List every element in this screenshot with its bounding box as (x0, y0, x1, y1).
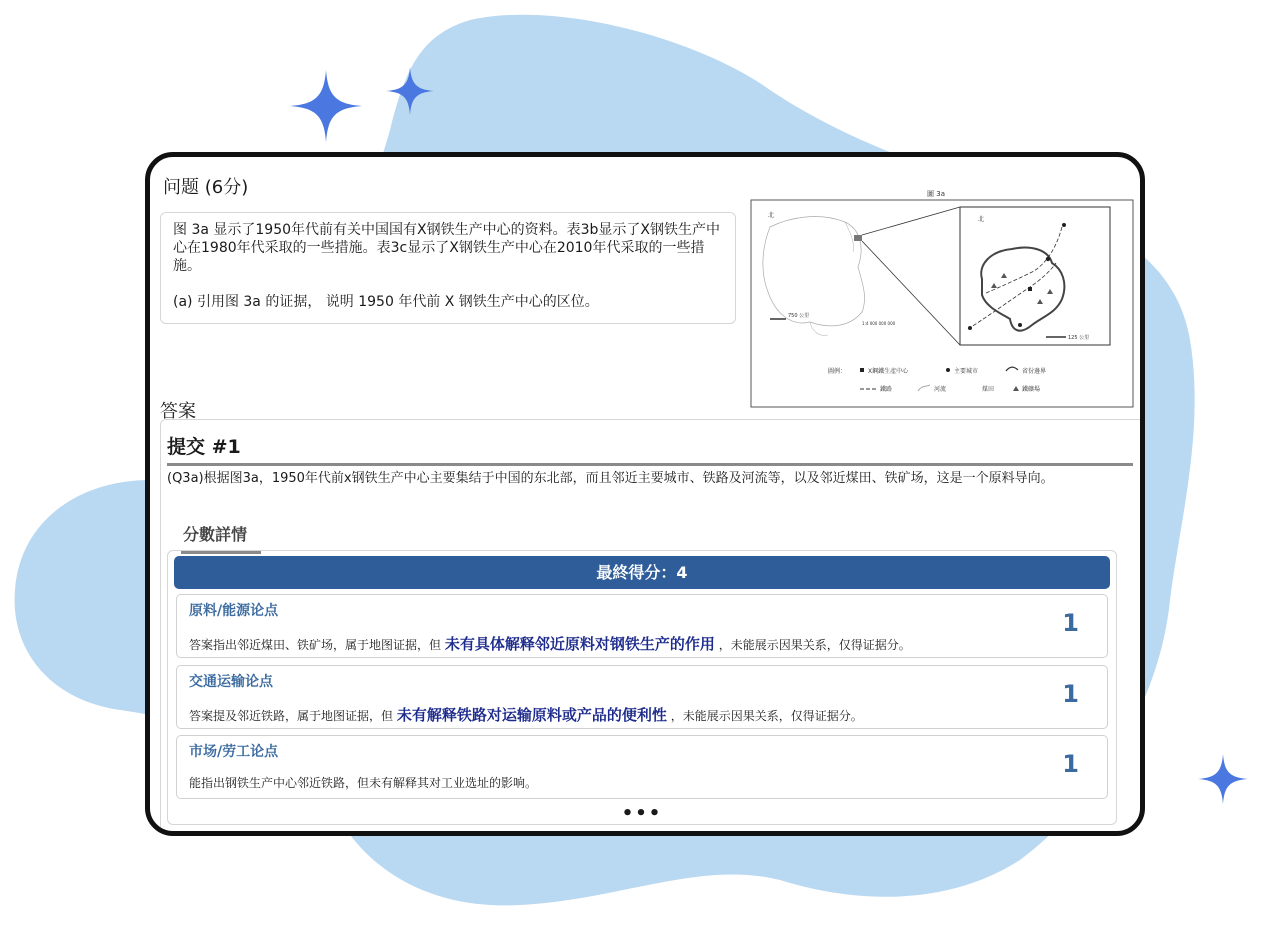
legend-iron-mine: 鐵礦場 (1022, 386, 1041, 393)
legend-major-city: 主要城市 (954, 368, 979, 375)
criterion-score: 1 (1062, 609, 1079, 637)
sparkle-icon (290, 70, 362, 142)
criterion-title: 交通运输论点 (189, 674, 273, 690)
feedback-text: 答案指出邻近煤田、铁矿场，属于地图证据，但 (189, 638, 442, 652)
criterion-title: 市场/劳工论点 (189, 744, 279, 760)
criterion-card (176, 665, 1108, 729)
feedback-highlight: 未有具体解释邻近原料对钢铁生产的作用 (444, 635, 715, 653)
question-intro: 图 3a 显示了1950年代前有关中国国有X钢铁生产中心的资料。表3b显示了X钢铁生产中心在1980年代采取的一些措施。表3c显示了X钢铁生产中心在2010年代采取的一些措施。 (173, 222, 720, 274)
criterion-card (176, 594, 1108, 658)
map-scale-ratio: 1:4 000 000 000 (862, 321, 896, 326)
sparkle-icon (386, 67, 434, 115)
map-scale-main: 750 公里 (788, 313, 810, 319)
answer-text: (Q3a)根据图3a，1950年代前x钢铁生产中心主要集结于中国的东北部，而且邻近主要城市、铁路及河流等，以及邻近煤田、铁矿场，这是一个原料导向。 (167, 471, 1054, 486)
criterion-card (176, 735, 1108, 799)
map-legend-title: 圖例： (828, 368, 847, 375)
map-figure-3a (750, 187, 1134, 409)
map-inset-north: 北 (978, 216, 985, 223)
question-box (160, 212, 736, 324)
legend-steel-center: X鋼鐵生產中心 (868, 368, 909, 375)
criterion-score: 1 (1062, 750, 1079, 778)
criterion-score: 1 (1062, 680, 1079, 708)
feedback-highlight: 未有解释铁路对运输原料或产品的便利性 (396, 706, 667, 724)
criterion-feedback (189, 704, 863, 725)
feedback-text: ，未能展示因果关系，仅得证据分。 (718, 638, 911, 652)
sparkle-icon (1198, 754, 1248, 804)
criterion-feedback (189, 633, 911, 654)
feedback-text: ，未能展示因果关系，仅得证据分。 (670, 709, 863, 723)
feedback-text: 能指出钢铁生产中心邻近铁路，但未有解释其对工业选址的影响。 (189, 776, 538, 790)
criterion-feedback (189, 774, 537, 791)
criterion-title: 原料/能源论点 (189, 603, 279, 619)
map-caption: 圖 3a (927, 190, 945, 198)
answer-box (160, 419, 1144, 836)
map-north-label: 北 (768, 212, 775, 219)
legend-river: 河流 (934, 386, 947, 393)
submission-title: 提交 #1 (167, 432, 1133, 466)
map-scale-inset: 125 公里 (1068, 335, 1090, 341)
score-panel (167, 550, 1117, 825)
feedback-text: 答案提及邻近铁路，属于地图证据，但 (189, 709, 394, 723)
legend-province-boundary: 省份邊界 (1022, 368, 1047, 375)
final-score-bar: 最終得分：4 (174, 556, 1110, 589)
legend-railway: 鐵路 (880, 386, 893, 393)
more-ellipsis-icon[interactable]: ••• (621, 803, 663, 824)
score-details-heading: 分數詳情 (181, 522, 261, 554)
device-frame (145, 152, 1145, 836)
question-title: 问题 (6分) (163, 177, 249, 198)
answer-title: 答案 (160, 401, 196, 422)
legend-coalfield: 煤田 (982, 386, 995, 393)
sub-question: (a) 引用图 3a 的证据， 说明 1950 年代前 X 钢铁生产中心的区位。 (173, 294, 599, 310)
